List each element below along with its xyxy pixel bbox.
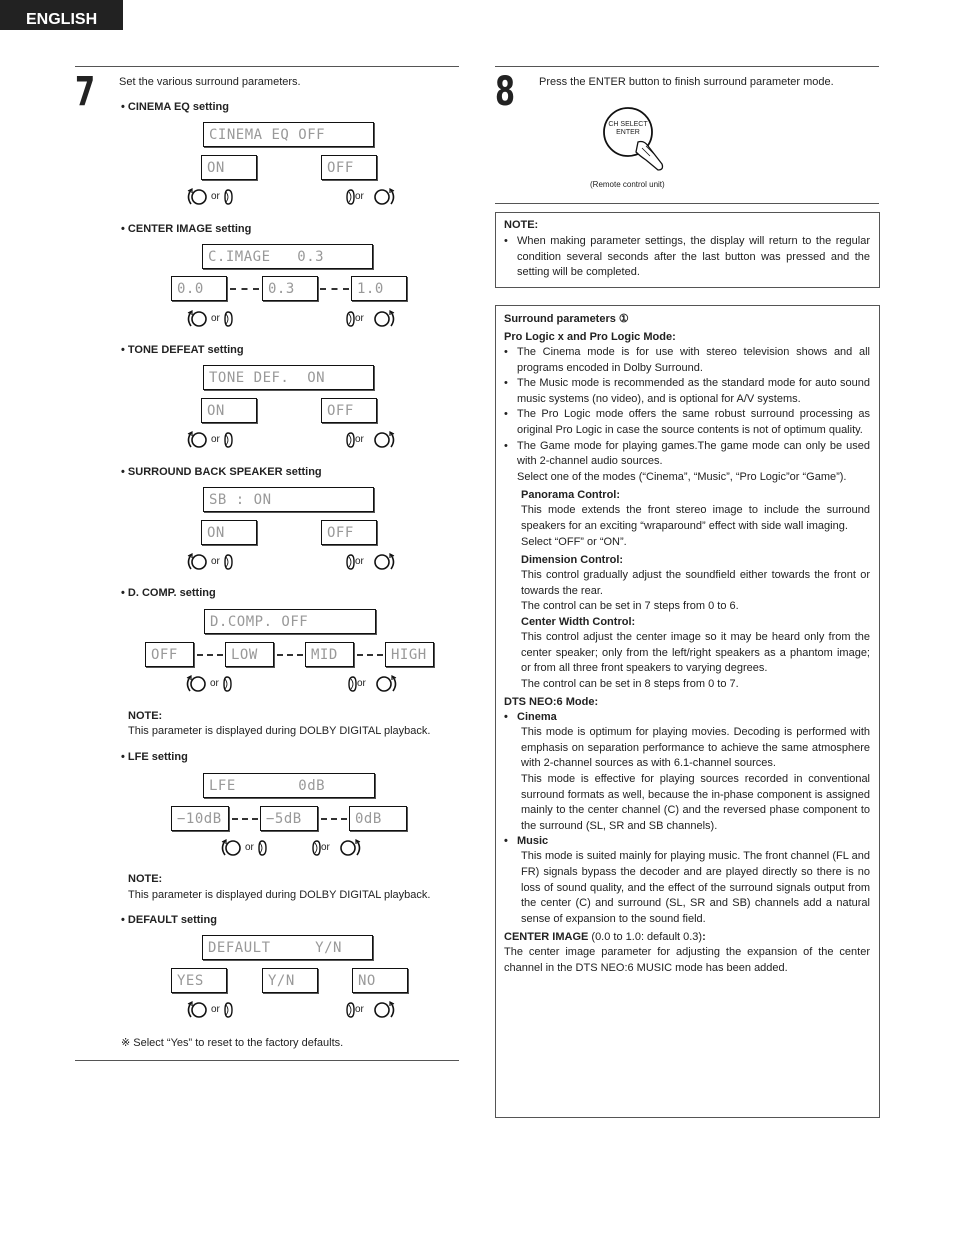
lfe-note-text: This parameter is displayed during DOLBY DIGITAL playback. [128,889,431,901]
dcomp-label: • D. COMP. setting [121,587,216,599]
default-label: • DEFAULT setting [121,914,217,926]
or-text: or [355,1004,364,1015]
default-display: DEFAULT Y/N [202,935,373,960]
dimension-title: Dimension Control: [521,554,624,567]
neo6-heading: DTS NEO:6 Mode: [504,696,599,709]
dcomp-option-low: LOW [225,642,274,667]
lfe-note-title: NOTE: [128,873,163,885]
center-image-display: C.IMAGE 0.3 [202,244,373,269]
step7-number: 7 [75,69,96,115]
dcomp-note-text: This parameter is displayed during DOLBY DIGITAL playback. [128,725,431,737]
step8-text: Press the ENTER button to finish surround parameter mode. [539,76,834,88]
or-text: or [355,556,364,567]
remote-enter-button-icon [598,104,670,176]
pl-bullet-cinema: • The Cinema mode is for use with stereo television shows and all programs encoded in Dolby Surround. [504,345,870,376]
width-steps: The control can be set in 8 steps from 0 to 7. [521,677,739,690]
tone-defeat-display: TONE DEF. ON [203,365,374,390]
center-image-heading [504,930,870,945]
center-image-label: • CENTER IMAGE setting [121,223,252,235]
cinema-eq-display: CINEMA EQ OFF [203,122,374,147]
dcomp-note-title: NOTE: [128,710,163,722]
dashed-connector [277,654,303,656]
tone-defeat-option-on: ON [201,398,257,423]
default-footnote: ※ Select “Yes” to reset to the factory defaults. [121,1037,344,1049]
tone-defeat-label: • TONE DEFEAT setting [121,344,244,356]
dcomp-option-mid: MID [305,642,354,667]
pl-bullet-prologic: • The Pro Logic mode offers the same robust surround processing as original Pro Logic in case the source contents is not of optimum quality. [504,407,870,438]
dcomp-display: D.COMP. OFF [204,609,376,634]
rotate-right-knob-icon [305,838,365,858]
rotate-right-knob-icon [341,674,401,694]
or-text: or [321,842,330,853]
cinema-eq-option-off: OFF [321,155,377,180]
cinema-eq-label: • CINEMA EQ setting [121,101,229,113]
default-option-yn: Y/N [262,968,318,993]
sb-option-off: OFF [321,520,377,545]
or-text: or [210,678,219,689]
cinema-eq-option-on: ON [201,155,257,180]
or-text: or [245,842,254,853]
rotate-right-knob-icon [339,552,399,572]
lfe-option-minus10: −10dB [171,806,229,831]
note-title: NOTE: [504,219,539,231]
lfe-option-0: 0dB [349,806,407,831]
pro-logic-heading: Pro Logic x and Pro Logic Mode: [504,331,676,343]
rotate-right-knob-icon [339,1000,399,1020]
rotate-right-knob-icon [339,430,399,450]
pl-bullet-music: • The Music mode is recommended as the standard mode for auto sound music systems (no video), and is optional for A/V systems. [504,376,870,407]
button-label-line2: ENTER [616,129,640,136]
language-tab: ENGLISH [0,0,123,30]
center-image-text: The center image parameter for adjusting the expansion of the center channel in the DTS NEO:6 MUSIC mode has been added. [504,946,870,974]
pl-bullet-game: • The Game mode for playing games.The game mode can only be used with 2-channel audio sources. [504,439,870,470]
surround-title: Surround parameters ① [504,313,629,325]
lfe-display: LFE 0dB [203,773,375,798]
rotate-right-knob-icon [339,187,399,207]
step8-top-rule [495,66,879,67]
step7-top-rule [75,66,459,67]
ci-colon: : [702,931,706,944]
dashed-connector [230,288,259,290]
note-box [495,212,880,288]
dashed-connector [357,654,383,656]
dashed-connector [197,654,223,656]
lfe-option-minus5: −5dB [260,806,318,831]
step8-number: 8 [495,69,516,115]
sb-display: SB : ON [203,487,374,512]
dcomp-option-off: OFF [145,642,194,667]
neo6-cinema-title: • Cinema [504,710,870,725]
rotate-right-knob-icon [339,309,399,329]
tone-defeat-option-off: OFF [321,398,377,423]
or-text: or [357,678,366,689]
step7-intro: Set the various surround parameters. [119,76,301,88]
dimension-steps: The control can be set in 7 steps from 0 to 6. [521,600,739,613]
neo6-music-title: • Music [504,834,870,849]
default-option-no: NO [352,968,408,993]
width-text: This control adjust the center image so it may be heard only from the center speaker; only from the left/right speakers as a phantom image; or from all three front speakers to varying degrees. [521,630,870,675]
enter-button-illustration [598,104,670,176]
dimension-text: This control gradually adjust the soundfield either towards the front or towards the rear. [521,569,870,597]
lfe-label: • LFE setting [121,751,188,763]
center-image-option-0: 0.0 [171,276,227,301]
width-title: Center Width Control: [521,615,636,628]
sb-option-on: ON [201,520,257,545]
panorama-select: Select “OFF” or “ON”. [521,535,627,548]
or-text: or [211,1004,220,1015]
dashed-connector [232,818,258,820]
or-text: or [211,434,220,445]
surround-parameters-box [495,305,880,1118]
button-label-line1: CH SELECT [608,121,648,128]
or-text: or [355,191,364,202]
neo6-cinema-text2: This mode is effective for playing sources recorded in conventional surround formats as well, because the in-phase component is assigned mainly to the center channel (C) and the reversed phase component to the surround (SL, SR and SB channels). [521,773,870,832]
remote-caption: (Remote control unit) [590,180,665,189]
dashed-connector [320,288,349,290]
ci-title: CENTER IMAGE [504,931,589,944]
panorama-title: Panorama Control: [521,489,621,502]
or-text: or [211,313,220,324]
ci-range: (0.0 to 1.0: default 0.3) [591,931,703,944]
dashed-connector [321,818,347,820]
center-image-option-10: 1.0 [351,276,407,301]
or-text: or [355,313,364,324]
center-image-option-03: 0.3 [262,276,318,301]
neo6-cinema-text1: This mode is optimum for playing movies. Decoding is performed with emphasis on separation performance to achieve the same atmosphere with 2-channel sources as with 6.1-channel sources. [521,726,870,770]
sb-label: • SURROUND BACK SPEAKER setting [121,466,322,478]
note-text: • When making parameter settings, the display will return to the regular condition several seconds after the last button was pressed and the setting will be completed. [504,234,870,281]
step8-bottom-rule [495,203,879,204]
step7-bottom-rule [75,1060,459,1061]
or-text: or [211,556,220,567]
or-text: or [211,191,220,202]
or-text: or [355,434,364,445]
default-option-yes: YES [171,968,227,993]
neo6-music-text: This mode is suited mainly for playing music. The front channel (FL and FR) signals bypass the decoder and are played directly so there is no loss of sound quality, and the effect of the surround signals output from the center (C) and surround (SL, SR and SB) channels add a natural sense of expansion to the sound field. [521,850,870,925]
panorama-text: This mode extends the front stereo image to include the surround speakers for an exciting “wraparound” effect with side wall imaging. [521,504,870,532]
dcomp-option-high: HIGH [385,642,434,667]
pl-select-text: Select one of the modes (“Cinema”, “Music”, “Pro Logic”or “Game”). [517,470,847,483]
